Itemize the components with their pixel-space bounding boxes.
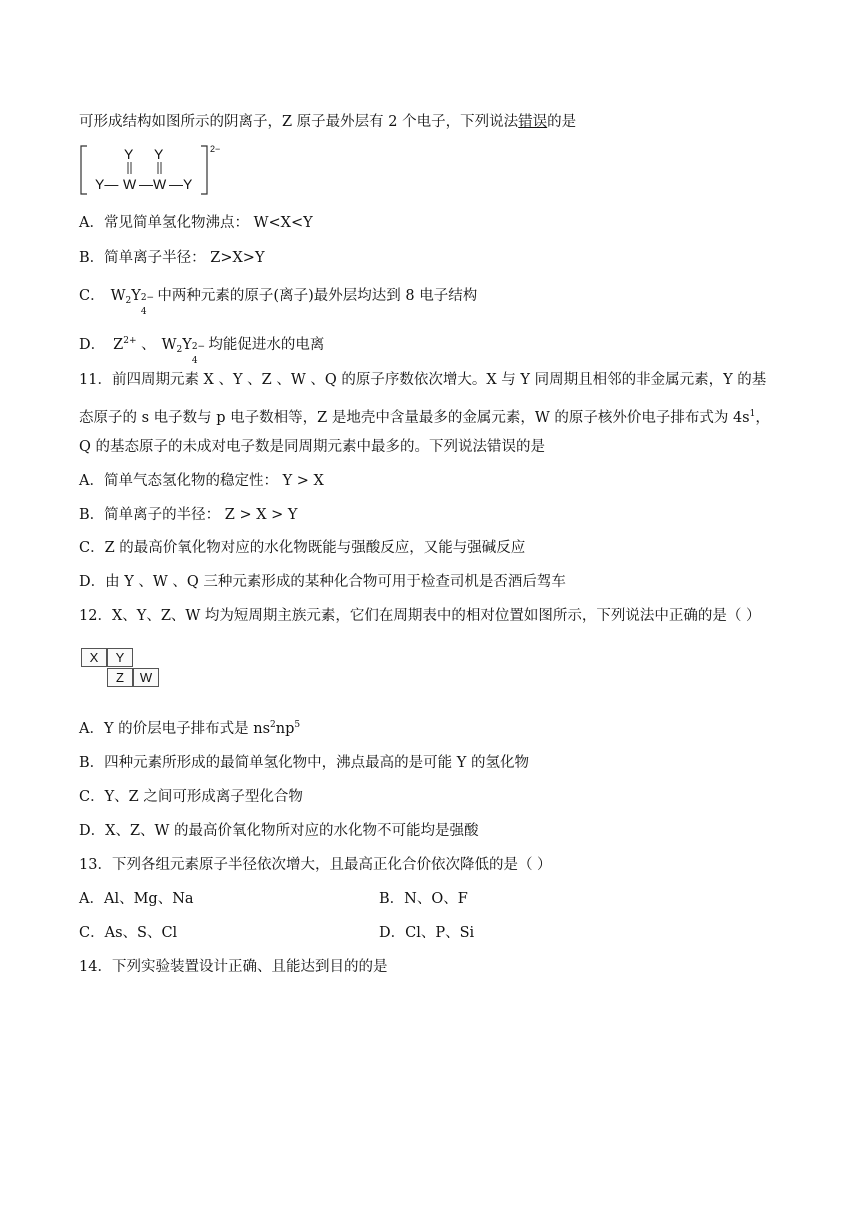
formula-w: W — [110, 288, 126, 304]
q11-stem-line2 — [79, 404, 770, 428]
q12-option-a — [79, 715, 300, 739]
q11-superscript: 1 — [749, 409, 756, 419]
formula-y-sub: 4 — [191, 356, 198, 366]
q14-stem: 14．下列实验装置设计正确、且能达到目的的是 — [79, 959, 388, 975]
formula-w: W — [161, 337, 177, 353]
formula-y: Y — [131, 288, 141, 304]
q11-option-d: D．由 Y 、W 、Q 三种元素形成的某种化合物可用于检查司机是否酒后驾车 — [79, 574, 566, 590]
grid-cell-w: W — [133, 668, 159, 687]
q10-option-c-text: 中两种元素的原子(离子)最外层均达到 8 电子结构 — [152, 288, 478, 304]
q13-stem: 13．下列各组元素原子半径依次增大，且最高正化合价依次降低的是（ ） — [79, 857, 552, 873]
structure-atom-y-top-left: Y — [124, 146, 134, 162]
q11-option-b: B．简单离子的半径： Z > X > Y — [79, 507, 298, 523]
q13-option-d: D．Cl、P、Si — [379, 925, 475, 941]
q12-option-b: B．四种元素所形成的最简单氢化物中，沸点最高的是可能 Y 的氢化物 — [79, 755, 529, 771]
formula-charge: 2− — [140, 293, 155, 303]
formula-z: Z — [113, 337, 124, 353]
q11-stem-line1: 11．前四周期元素 X 、Y 、Z 、W 、Q 的原子序数依次增大。X 与 Y 同周期且相邻的非金属元素，Y 的基 — [79, 372, 767, 388]
q13-option-a: A．Al、Mg、Na — [79, 891, 194, 907]
formula-y: Y — [182, 337, 192, 353]
periodic-table-fragment — [79, 648, 163, 690]
q11-stem-line3: Q 的基态原子的未成对电子数是同周期元素中最多的。下列说法错误的是 — [79, 439, 545, 455]
q12-sup-p: 5 — [294, 720, 301, 730]
q11-option-a: A．简单气态氢化物的稳定性： Y > X — [79, 473, 324, 489]
separator: 、 — [136, 337, 156, 353]
q10-option-b: B．简单离子半径： Z>X>Y — [79, 250, 265, 266]
grid-cell-x: X — [81, 648, 107, 667]
q12-stem: 12．X、Y、Z、W 均为短周期主族元素，它们在周期表中的相对位置如图所示，下列说法中正确的是（ ） — [79, 608, 761, 624]
anion-structure-diagram — [79, 144, 239, 200]
formula-z-charge: 2+ — [123, 336, 137, 346]
q10-stem-end: 的是 — [547, 114, 577, 130]
q12-option-a-text: A．Y 的价层电子排布式是 ns — [79, 721, 271, 737]
structure-atom-y-right: —Y — [169, 176, 193, 192]
q12-sup-s: 2 — [270, 720, 276, 730]
q10-stem-emphasis: 错误 — [518, 114, 548, 130]
q10-option-d-label: D． — [79, 337, 106, 353]
formula-w-sub: 2 — [125, 296, 132, 306]
grid-cell-y: Y — [107, 648, 133, 667]
q10-option-c-label: C． — [79, 288, 105, 304]
q11-stem-line2-end: ， — [755, 410, 770, 426]
formula-y-sub: 4 — [140, 307, 147, 317]
structure-atom-w1: W — [123, 176, 137, 192]
q10-stem-text: 可形成结构如图所示的阴离子，Z 原子最外层有 2 个电子，下列说法 — [79, 114, 519, 130]
q11-stem-line2-text: 态原子的 s 电子数与 p 电子数相等，Z 是地壳中含量最多的金属元素，W 的原子核外价电子排布式为 4s — [79, 410, 750, 426]
q13-option-c: C．As、S、Cl — [79, 925, 178, 941]
structure-charge: 2− — [210, 144, 221, 154]
q10-option-a: A．常见简单氢化物沸点： W<X<Y — [79, 215, 313, 231]
structure-atom-y-top-right: Y — [154, 146, 164, 162]
structure-atom-y-left: Y— — [95, 176, 119, 192]
structure-atom-w2: W — [153, 176, 167, 192]
q10-option-d — [79, 331, 325, 366]
q13-option-b: B．N、O、F — [379, 891, 468, 907]
q10-option-c — [79, 286, 478, 317]
q12-option-a-np: np — [275, 721, 295, 737]
structure-bond-ww: — — [139, 176, 153, 192]
q11-option-c: C．Z 的最高价氧化物对应的水化物既能与强酸反应，又能与强碱反应 — [79, 540, 526, 556]
grid-cell-z: Z — [107, 668, 133, 687]
q10-option-d-text: 均能促进水的电离 — [203, 337, 325, 353]
formula-charge: 2− — [191, 342, 206, 352]
q12-option-d: D．X、Z、W 的最高价氧化物所对应的水化物不可能均是强酸 — [79, 823, 479, 839]
q12-option-c: C．Y、Z 之间可形成离子型化合物 — [79, 789, 303, 805]
formula-w-sub: 2 — [176, 345, 183, 355]
q10-stem — [79, 112, 576, 132]
